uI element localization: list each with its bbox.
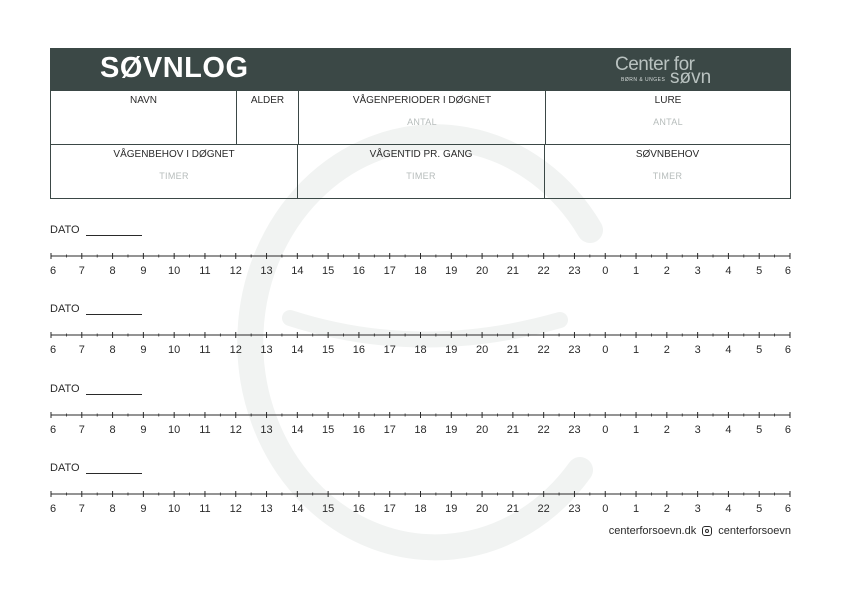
- hour-label: 18: [414, 344, 427, 355]
- hour-label: 6: [50, 424, 57, 435]
- hour-label: 22: [537, 265, 550, 276]
- hour-label: 16: [352, 344, 366, 355]
- hour-label: 14: [291, 503, 304, 514]
- hour-label: 23: [568, 424, 581, 435]
- date-input-line[interactable]: [86, 314, 142, 315]
- field-soevnbehov[interactable]: [544, 145, 790, 198]
- hour-label: 21: [506, 344, 519, 355]
- hour-label: 10: [168, 265, 181, 276]
- hour-label: 17: [383, 424, 396, 435]
- hour-timeline[interactable]: [50, 325, 791, 355]
- hour-label: 15: [322, 344, 335, 355]
- field-label: LURE: [654, 95, 682, 106]
- hour-label: 1: [632, 503, 640, 514]
- hour-label: 6: [784, 503, 791, 514]
- hour-label: 19: [445, 265, 458, 276]
- date-label: DATO: [50, 224, 80, 236]
- field-hint: TIMER: [652, 171, 683, 181]
- instagram-handle[interactable]: centerforsoevn: [718, 525, 791, 537]
- field-navn[interactable]: [51, 91, 236, 144]
- field-lure[interactable]: [545, 91, 790, 144]
- hour-label: 6: [50, 503, 57, 514]
- field-vaagenbehov[interactable]: [51, 145, 297, 198]
- hour-label: 6: [784, 424, 791, 435]
- hour-label: 3: [694, 424, 701, 435]
- hour-label: 17: [383, 265, 396, 276]
- hour-label: 4: [725, 424, 732, 435]
- hour-label: 17: [383, 344, 396, 355]
- field-label: VÅGENPERIODER I DØGNET: [352, 95, 492, 106]
- date-label: DATO: [50, 462, 80, 474]
- hour-label: 22: [537, 344, 550, 355]
- hour-label: 4: [725, 344, 732, 355]
- hour-label: 16: [352, 265, 366, 276]
- hour-label: 10: [168, 424, 181, 435]
- hour-label: 6: [784, 265, 791, 276]
- date-input-line[interactable]: [86, 235, 142, 236]
- logo-text-line1: Center for: [615, 54, 695, 75]
- hour-label: 13: [260, 265, 273, 276]
- field-hint: ANTAL: [407, 117, 437, 127]
- date-label: DATO: [50, 383, 80, 395]
- hour-label: 22: [537, 503, 550, 514]
- hour-label: 2: [663, 503, 670, 514]
- hour-label: 11: [199, 265, 211, 276]
- hour-label: 17: [383, 503, 396, 514]
- hour-label: 20: [475, 265, 489, 276]
- field-label: ALDER: [250, 95, 285, 106]
- header-bar: [50, 48, 791, 91]
- hour-label: 10: [168, 344, 181, 355]
- hour-label: 10: [168, 503, 181, 514]
- hour-label: 9: [140, 344, 147, 355]
- hour-label: 0: [602, 344, 609, 355]
- field-label: NAVN: [129, 95, 158, 106]
- day-log-4: [50, 462, 791, 518]
- hour-label: 5: [756, 424, 763, 435]
- hour-label: 23: [568, 503, 581, 514]
- hour-label: 2: [663, 424, 670, 435]
- hour-label: 2: [663, 265, 670, 276]
- hour-label: 1: [632, 424, 640, 435]
- hour-label: 19: [445, 503, 458, 514]
- hour-label: 16: [352, 503, 366, 514]
- info-row-1: [51, 91, 790, 144]
- logo-text-line2: søvn: [670, 67, 712, 88]
- hour-label: 8: [109, 265, 116, 276]
- hour-label: 19: [445, 344, 458, 355]
- hour-label: 9: [140, 265, 147, 276]
- hour-label: 14: [291, 424, 304, 435]
- hour-label: 9: [140, 424, 147, 435]
- hour-label: 21: [506, 503, 519, 514]
- hour-label: 18: [414, 424, 427, 435]
- hour-label: 21: [506, 424, 519, 435]
- hour-label: 4: [725, 265, 732, 276]
- hour-label: 13: [260, 344, 273, 355]
- field-label: VÅGENBEHOV I DØGNET: [113, 149, 235, 160]
- hour-label: 23: [568, 265, 581, 276]
- day-log-3: [50, 383, 791, 439]
- hour-label: 14: [291, 344, 304, 355]
- info-row-2: [51, 144, 790, 198]
- hour-label: 21: [506, 265, 519, 276]
- hour-label: 15: [322, 424, 335, 435]
- hour-label: 0: [602, 503, 609, 514]
- hour-label: 18: [414, 503, 427, 514]
- hour-label: 7: [78, 265, 85, 276]
- hour-label: 2: [663, 344, 670, 355]
- hour-label: 6: [50, 265, 57, 276]
- hour-label: 11: [199, 344, 211, 355]
- hour-label: 5: [756, 344, 763, 355]
- hour-label: 23: [568, 344, 581, 355]
- hour-label: 12: [229, 344, 242, 355]
- hour-label: 13: [260, 424, 273, 435]
- hour-label: 7: [78, 424, 85, 435]
- hour-label: 7: [78, 344, 85, 355]
- hour-label: 0: [602, 424, 609, 435]
- field-vaagentid[interactable]: [297, 145, 544, 198]
- hour-label: 7: [78, 503, 85, 514]
- footer: [609, 525, 791, 537]
- field-hint: ANTAL: [653, 117, 683, 127]
- date-input-line[interactable]: [86, 394, 142, 395]
- hour-label: 8: [109, 503, 116, 514]
- hour-label: 12: [229, 265, 242, 276]
- date-label: DATO: [50, 303, 80, 315]
- field-hint: TIMER: [406, 171, 436, 181]
- hour-label: 14: [291, 265, 304, 276]
- field-hint: TIMER: [159, 171, 189, 181]
- hour-label: 11: [199, 424, 211, 435]
- hour-label: 12: [229, 424, 242, 435]
- website-link[interactable]: centerforsoevn.dk: [608, 525, 697, 537]
- hour-label: 6: [784, 344, 791, 355]
- hour-label: 1: [632, 265, 640, 276]
- hour-label: 11: [199, 503, 211, 514]
- hour-label: 5: [756, 503, 763, 514]
- hour-label: 15: [322, 503, 335, 514]
- date-input-line[interactable]: [86, 473, 142, 474]
- field-vaagenperioder[interactable]: [298, 91, 545, 144]
- hour-label: 15: [322, 265, 335, 276]
- field-alder[interactable]: [236, 91, 298, 144]
- hour-label: 12: [229, 503, 242, 514]
- page-title: SØVNLOG: [100, 52, 249, 84]
- hour-label: 6: [50, 344, 57, 355]
- day-log-1: [50, 224, 791, 280]
- hour-label: 20: [475, 344, 489, 355]
- hour-label: 1: [632, 344, 640, 355]
- hour-label: 5: [756, 265, 763, 276]
- hour-label: 20: [475, 503, 489, 514]
- hour-label: 0: [602, 265, 609, 276]
- hour-label: 9: [140, 503, 147, 514]
- instagram-icon: [702, 526, 712, 536]
- center-for-soevn-logo: [615, 54, 715, 88]
- hour-label: 16: [352, 424, 366, 435]
- info-grid: [50, 91, 791, 199]
- hour-label: 3: [694, 265, 701, 276]
- hour-label: 18: [414, 265, 427, 276]
- hour-label: 19: [445, 424, 458, 435]
- field-label: SØVNBEHOV: [635, 149, 700, 160]
- hour-label: 4: [725, 503, 732, 514]
- day-log-2: [50, 303, 791, 359]
- hour-label: 22: [537, 424, 550, 435]
- hour-timeline[interactable]: [50, 246, 791, 276]
- hour-timeline[interactable]: [50, 484, 791, 514]
- hour-label: 3: [694, 344, 701, 355]
- logo-subtext: BØRN & UNGES: [621, 77, 666, 83]
- hour-label: 13: [260, 503, 273, 514]
- hour-timeline[interactable]: [50, 405, 791, 435]
- hour-label: 8: [109, 424, 116, 435]
- field-label: VÅGENTID PR. GANG: [369, 149, 473, 160]
- hour-label: 3: [694, 503, 701, 514]
- info-sheet: [50, 48, 791, 199]
- hour-label: 8: [109, 344, 116, 355]
- hour-label: 20: [475, 424, 489, 435]
